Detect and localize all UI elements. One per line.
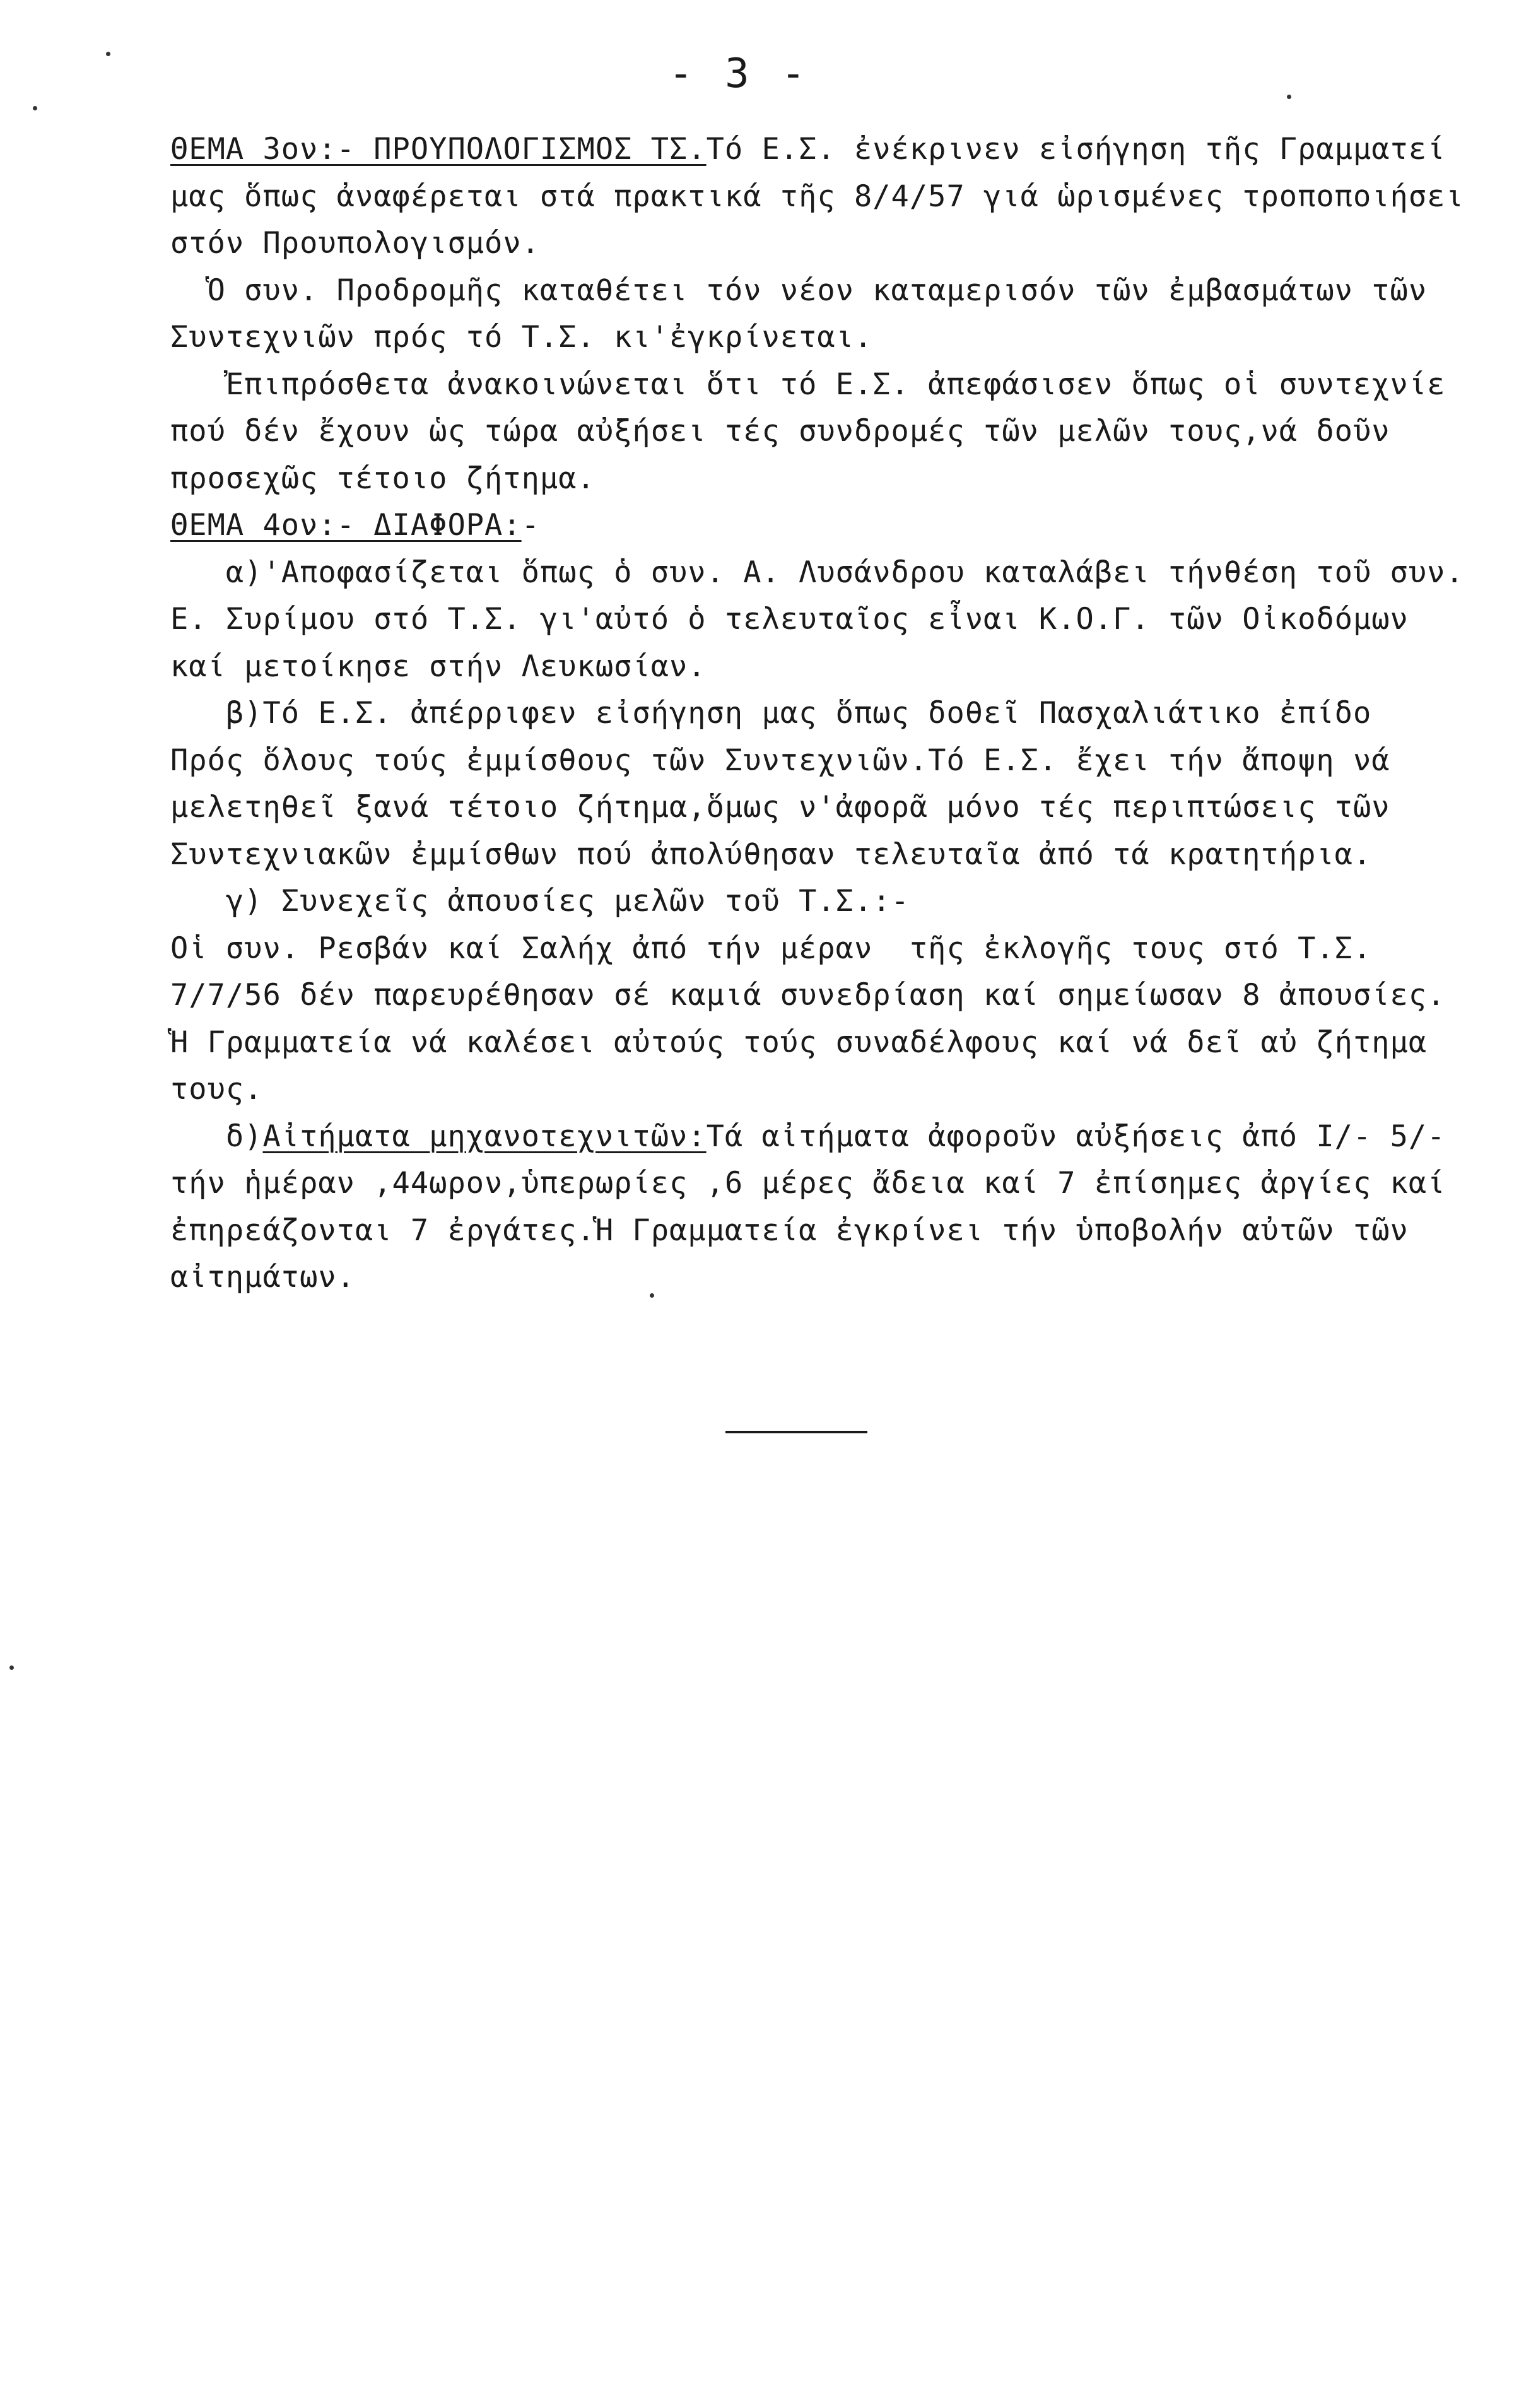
text-line bbox=[170, 1160, 1445, 1207]
line-text-continuation: Τό Ε.Σ. ἐνέκρινεν εἰσήγηση τῆς Γραμματεί bbox=[706, 132, 1446, 167]
text-line bbox=[170, 1066, 262, 1113]
line-text: Οἱ συν. Ρεσβάν καί Σαλήχ ἀπό τήν μέραν τῆς ἐκλογῆς τους στό Τ.Σ. bbox=[170, 931, 1372, 966]
line-text-continuation: - bbox=[521, 508, 540, 543]
line-text: α)'Αποφασίζεται ὅπως ὁ συν. Α. Λυσάνδρου καταλάβει τήνθέση τοῦ συν. bbox=[170, 555, 1464, 590]
line-text: Ἡ Γραμματεία νά καλέσει αὐτούς τούς συναδέλφους καί νά δεῖ αὐ ζήτημα bbox=[170, 1025, 1428, 1060]
line-text: γ) Συνεχεῖς ἀπουσίες μελῶν τοῦ Τ.Σ.:- bbox=[170, 884, 910, 919]
text-line bbox=[170, 361, 1445, 408]
line-text: Πρός ὅλους τούς ἐμμίσθους τῶν Συντεχνιῶν.Τό Ε.Σ. ἔχει τήν ἄποψη νά bbox=[170, 743, 1390, 778]
text-line bbox=[170, 784, 1390, 831]
text-line bbox=[170, 1207, 1409, 1254]
line-text: ἐπηρεάζονται 7 ἐργάτες.Ἡ Γραμματεία ἐγκρίνει τήν ὑποβολήν αὐτῶν τῶν bbox=[170, 1213, 1409, 1248]
underlined-heading: ΘΕΜΑ 3ον:- ΠΡΟΥΠΟΛΟΓΙΣΜΟΣ ΤΣ. bbox=[170, 132, 707, 167]
line-text: 7/7/56 δέν παρευρέθησαν σέ καμιά συνεδρίαση καί σημείωσαν 8 ἀπουσίες. bbox=[170, 978, 1446, 1013]
scan-speck bbox=[33, 106, 37, 110]
text-line bbox=[170, 1019, 1427, 1066]
text-line bbox=[170, 878, 910, 925]
line-text: καί μετοίκησε στήν Λευκωσίαν. bbox=[170, 649, 707, 684]
text-line bbox=[170, 408, 1390, 455]
page-number: - 3 - bbox=[669, 50, 809, 97]
text-line bbox=[170, 126, 1445, 173]
line-text: τους. bbox=[170, 1072, 263, 1107]
underlined-heading: Αἰτήματα μηχανοτεχνιτῶν: bbox=[262, 1119, 707, 1154]
text-line bbox=[170, 549, 1464, 596]
text-line bbox=[170, 502, 540, 549]
underlined-heading: ΘΕΜΑ 4ον:- ΔΙΑΦΟΡΑ: bbox=[170, 508, 522, 543]
text-line bbox=[170, 596, 1409, 643]
closing-divider-line bbox=[725, 1431, 867, 1433]
line-text-continuation: Τά αἰτήματα ἀφοροῦν αὐξήσεις ἀπό Ι/- 5/- bbox=[706, 1119, 1446, 1154]
text-line bbox=[170, 737, 1390, 784]
line-text: δ) bbox=[170, 1119, 263, 1154]
text-line bbox=[170, 1254, 355, 1301]
text-line bbox=[170, 643, 707, 690]
line-text: Ἐπιπρόσθετα ἀνακοινώνεται ὅτι τό Ε.Σ. ἀπεφάσισεν ὅπως οἱ συντεχνίε bbox=[170, 367, 1446, 402]
line-text: προσεχῶς τέτοιο ζήτημα. bbox=[170, 461, 595, 496]
text-line bbox=[170, 690, 1371, 737]
scan-speck bbox=[9, 1665, 14, 1670]
text-line bbox=[170, 173, 1464, 220]
scan-speck bbox=[106, 52, 110, 56]
line-text: Ε. Συρίμου στό Τ.Σ. γι'αὐτό ὁ τελευταῖος εἶναι Κ.Ο.Γ. τῶν Οἰκοδόμων bbox=[170, 602, 1409, 637]
line-text: Ὁ συν. Προδρομῆς καταθέτει τόν νέον καταμερισόν τῶν ἐμβασμάτων τῶν bbox=[170, 273, 1428, 308]
text-line bbox=[170, 972, 1445, 1019]
scan-speck bbox=[650, 1293, 654, 1298]
line-text: Συντεχνιακῶν ἐμμίσθων πού ἀπολύθησαν τελευταῖα ἀπό τά κρατητήρια. bbox=[170, 837, 1372, 872]
text-line bbox=[170, 455, 595, 502]
line-text: αἰτημάτων. bbox=[170, 1260, 355, 1295]
text-line bbox=[170, 220, 540, 267]
scan-speck bbox=[1287, 95, 1291, 99]
line-text: Συντεχνιῶν πρός τό Τ.Σ. κι'ἐγκρίνεται. bbox=[170, 320, 873, 355]
text-line bbox=[170, 267, 1427, 314]
line-text: β)Τό Ε.Σ. ἀπέρριφεν εἰσήγηση μας ὅπως δοθεῖ Πασχαλιάτικο ἐπίδο bbox=[170, 696, 1372, 731]
line-text: τήν ἡμέραν ,44ωρον,ὑπερωρίες ,6 μέρες ἄδεια καί 7 ἐπίσημες ἀργίες καί bbox=[170, 1166, 1446, 1201]
line-text: μελετηθεῖ ξανά τέτοιο ζήτημα,ὅμως ν'ἀφορᾶ μόνο τές περιπτώσεις τῶν bbox=[170, 790, 1390, 825]
text-line bbox=[170, 314, 872, 361]
line-text: πού δέν ἔχουν ὡς τώρα αὐξήσει τές συνδρομές τῶν μελῶν τους,νά δοῦν bbox=[170, 414, 1390, 449]
text-line bbox=[170, 1113, 1445, 1160]
line-text: στόν Προυπολογισμόν. bbox=[170, 226, 540, 261]
line-text: μας ὅπως ἀναφέρεται στά πρακτικά τῆς 8/4/57 γιά ὡρισμένες τροποποιήσει bbox=[170, 179, 1464, 214]
text-line bbox=[170, 831, 1371, 878]
text-line bbox=[170, 925, 1371, 972]
